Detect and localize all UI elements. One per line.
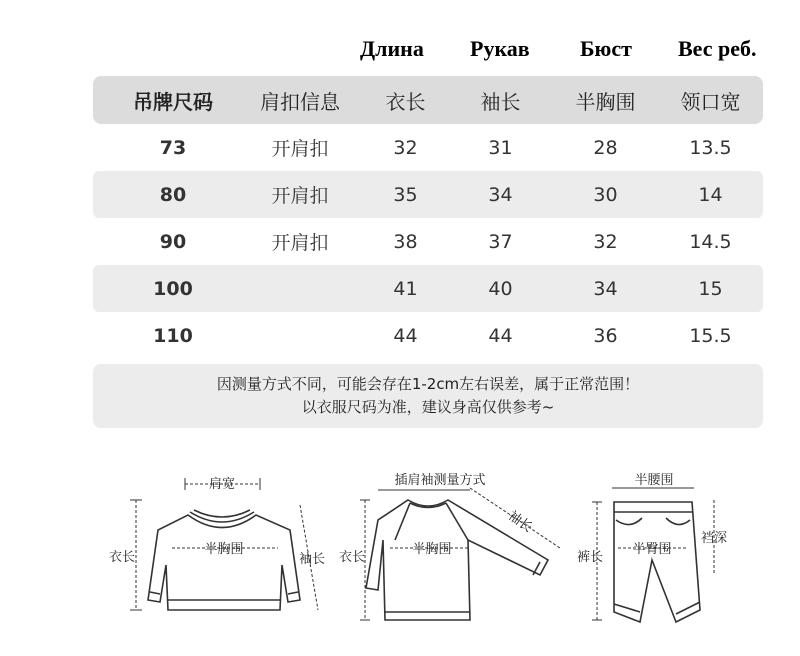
table-row: [93, 171, 763, 218]
note-line-1: 因测量方式不同，可能会存在1-2cm左右误差，属于正常范围！: [216, 375, 640, 393]
cell-size: 80: [159, 183, 187, 206]
label-shoulder: 肩宽: [208, 477, 236, 492]
cell-neck-width: 15: [698, 277, 723, 300]
header-length: 衣长: [385, 89, 426, 114]
cell-neck-width: 15.5: [689, 324, 732, 347]
pants-label-half-hip: 半臀围: [632, 542, 672, 557]
cell-shoulder-button: 开肩扣: [271, 138, 329, 160]
measurement-note: [93, 364, 763, 428]
ru-header-child-weight: Вес реб.: [678, 36, 757, 61]
cell-length: 32: [393, 136, 418, 159]
note-line-2: 以衣服尺码为准，建议身高仅供参考~: [301, 398, 555, 416]
label-length: 衣长: [108, 550, 136, 565]
cell-half-chest: 36: [593, 324, 618, 347]
header-half-chest: 半胸围: [575, 89, 636, 114]
cell-length: 38: [393, 230, 418, 253]
cell-shoulder-button: 开肩扣: [271, 185, 329, 207]
cell-half-chest: 28: [593, 136, 618, 159]
cell-size: 100: [153, 277, 193, 300]
cell-shoulder-button: [240, 265, 360, 312]
table-row: [93, 265, 763, 312]
header-sleeve: 袖长: [480, 89, 521, 114]
cell-neck-width: 14.5: [689, 230, 732, 253]
header-shoulder-button: 肩扣信息: [260, 89, 340, 114]
table-row: [93, 124, 763, 171]
pants-label-length: 裤长: [576, 550, 604, 565]
table-header-row: [93, 76, 763, 124]
cell-shoulder-button: 开肩扣: [271, 232, 329, 254]
cell-half-chest: 30: [593, 183, 618, 206]
cell-length: 35: [393, 183, 418, 206]
raglan-label-sleeve: 袖长: [505, 508, 535, 536]
raglan-title: 插肩袖测量方式: [394, 473, 486, 488]
cell-half-chest: 32: [593, 230, 618, 253]
pants-label-rise: 裆深: [700, 531, 728, 546]
cell-sleeve: 44: [488, 324, 513, 347]
raglan-label-length: 衣长: [338, 550, 366, 565]
cell-neck-width: 14: [698, 183, 723, 206]
cell-size: 110: [153, 324, 193, 347]
cell-sleeve: 40: [488, 277, 513, 300]
cell-half-chest: 34: [593, 277, 618, 300]
ru-header-sleeve: Рукав: [470, 36, 530, 61]
cell-shoulder-button: [240, 312, 360, 359]
size-table: [93, 76, 763, 359]
label-half-chest: 半胸围: [204, 542, 244, 557]
cell-length: 41: [393, 277, 418, 300]
header-size: 吊牌尺码: [133, 89, 213, 114]
raglan-diagram: [360, 488, 560, 620]
cell-sleeve: 31: [488, 136, 513, 159]
header-neck-width: 领口宽: [680, 89, 741, 114]
cell-length: 44: [393, 324, 418, 347]
ru-header-bust: Бюст: [580, 36, 632, 61]
cell-neck-width: 13.5: [689, 136, 732, 159]
pants-label-half-waist: 半腰围: [634, 473, 674, 488]
cell-size: 90: [159, 230, 187, 253]
label-sleeve: 袖长: [298, 552, 326, 567]
table-row: [93, 312, 763, 359]
cell-sleeve: 34: [488, 183, 513, 206]
cell-size: 73: [159, 136, 187, 159]
raglan-label-half-chest: 半胸围: [412, 542, 452, 557]
measurement-diagrams: [0, 460, 800, 656]
ru-header-length: Длина: [360, 36, 424, 61]
cell-sleeve: 37: [488, 230, 513, 253]
table-row: [93, 218, 763, 265]
